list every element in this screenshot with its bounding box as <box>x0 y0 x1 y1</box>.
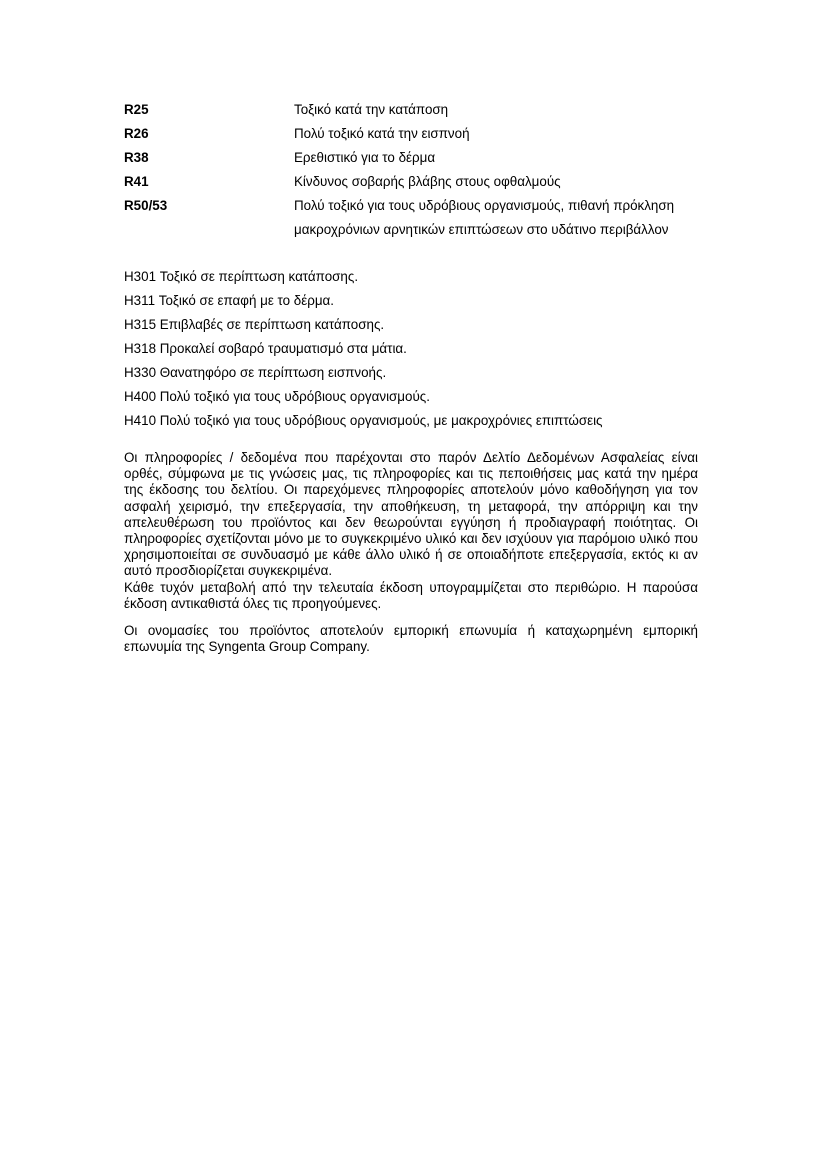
risk-phrase-row <box>124 194 704 242</box>
risk-phrase-row <box>124 98 704 122</box>
hazard-statement: H330 Θανατηφόρο σε περίπτωση εισπνοής. <box>124 365 387 380</box>
hazard-statements-list <box>124 265 704 433</box>
risk-phrase-row <box>124 122 704 146</box>
hazard-statement: H410 Πολύ τοξικό για τους υδρόβιους οργανισμούς, με μακροχρόνιες επιπτώσεις <box>124 413 603 428</box>
trademark-paragraph: Οι ονομασίες του προϊόντος αποτελούν εμπορική επωνυμία ή καταχωρημένη εμπορική επωνυμία της Syngenta Group Company. <box>124 623 698 655</box>
risk-phrase-text: Κίνδυνος σοβαρής βλάβης στους οφθαλμούς <box>294 174 561 189</box>
hazard-statement: H315 Επιβλαβές σε περίπτωση κατάποσης. <box>124 317 385 332</box>
hazard-statement: H400 Πολύ τοξικό για τους υδρόβιους οργανισμούς. <box>124 389 430 404</box>
risk-phrase-row <box>124 146 704 170</box>
hazard-statement: H311 Τοξικό σε επαφή με το δέρμα. <box>124 293 335 308</box>
risk-phrases-table <box>124 98 704 242</box>
hazard-statement: H318 Προκαλεί σοβαρό τραυματισμό στα μάτια. <box>124 341 407 356</box>
risk-phrase-code: R50/53 <box>124 198 168 213</box>
risk-phrase-code: R26 <box>124 126 149 141</box>
risk-phrase-code: R41 <box>124 174 149 189</box>
risk-phrase-text: Πολύ τοξικό κατά την εισπνοή <box>294 126 470 141</box>
risk-phrase-row <box>124 170 704 194</box>
disclaimer-section <box>124 450 698 612</box>
trademark-section <box>124 623 698 655</box>
risk-phrase-text: Πολύ τοξικό για τους υδρόβιους οργανισμούς, πιθανή πρόκληση μακροχρόνιων αρνητικών επιπτώσεων στο υδάτινο περιβάλλον <box>294 198 675 237</box>
risk-phrase-text: Ερεθιστικό για το δέρμα <box>294 150 436 165</box>
disclaimer-paragraph: Οι πληροφορίες / δεδομένα που παρέχονται στο παρόν Δελτίο Δεδομένων Ασφαλείας είναι ορθές, σύμφωνα με τις γνώσεις μας, τις πληροφορίες και τις πεποιθήσεις μας κατά την ημέρα της έκδοσης του δελτίου. Οι παρεχόμενες πληροφορίες αποτελούν μόνο καθοδήγηση για τον ασφαλή χειρισμό, την επεξεργασία, την αποθήκευση, τη μεταφορά, την απόρριψη και την απελευθέρωση του προϊόντος και δεν θεωρούνται εγγύηση ή προδιαγραφή ποιότητας. Οι πληροφορίες σχετίζονται μόνο με το συγκεκριμένο υλικό και δεν ισχύουν για παρόμοιο υλικό που χρησιμοποιείται σε συνδυασμό με κάθε άλλο υλικό ή σε οποιαδήποτε επεξεργασία, εκτός κι αν αυτό προσδιορίζεται συγκεκριμένα. <box>124 450 698 579</box>
risk-phrase-code: R38 <box>124 150 149 165</box>
risk-phrase-code: R25 <box>124 102 149 117</box>
revision-note: Κάθε τυχόν μεταβολή από την τελευταία έκδοση υπογραμμίζεται στο περιθώριο. Η παρούσα έκδοση αντικαθιστά όλες τις προηγούμενες. <box>124 579 698 611</box>
hazard-statement: H301 Τοξικό σε περίπτωση κατάποσης. <box>124 269 359 284</box>
risk-phrase-text: Τοξικό κατά την κατάποση <box>294 102 449 117</box>
